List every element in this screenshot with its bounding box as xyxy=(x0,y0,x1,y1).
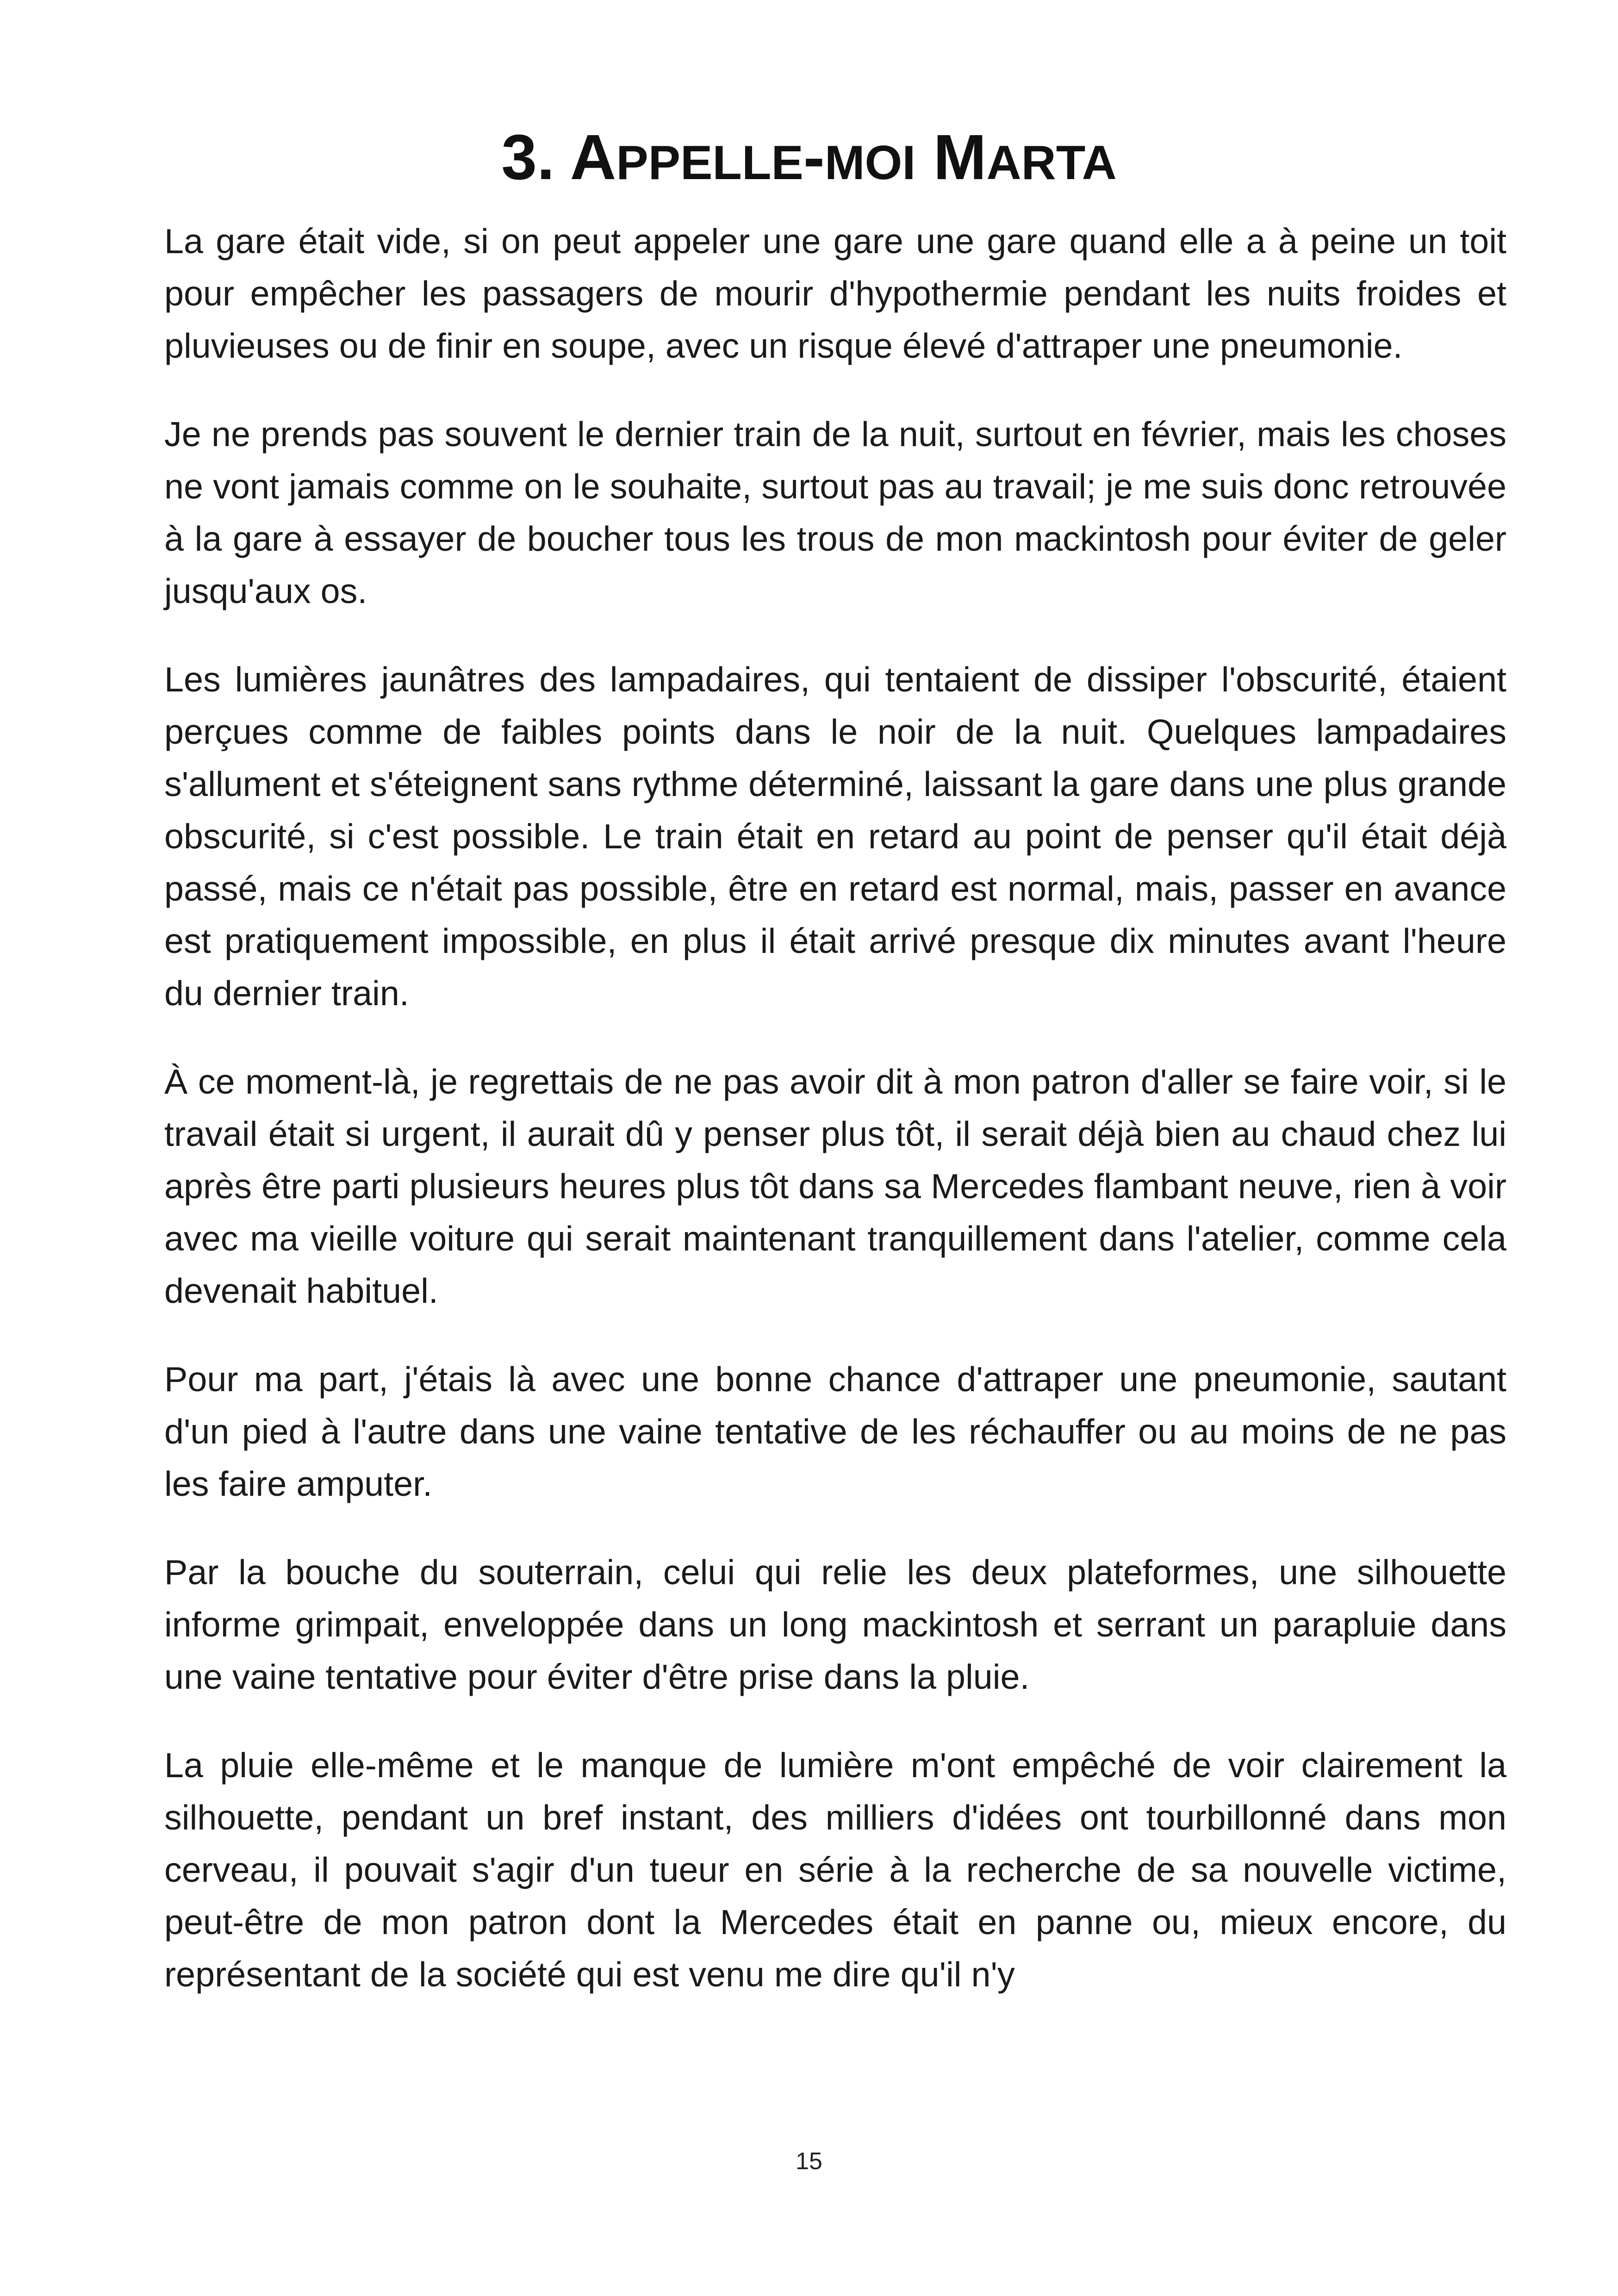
title-part: ARTA xyxy=(986,136,1117,190)
paragraph: La pluie elle-même et le manque de lumière m'ont empêché de voir clairement la silhouette, pendant un bref instant, des milliers d'idées ont tourbillonné dans mon cerveau, il pouvait s'agir d'un tueur en série à la recherche de sa nouvelle victime, peut-être de mon patron dont la Mercedes était en panne ou, mieux encore, du représentant de la société qui est venu me dire qu'il n'y xyxy=(164,1746,1506,1994)
chapter-title-text xyxy=(570,122,1117,193)
title-part: MOI xyxy=(824,136,916,190)
chapter-title xyxy=(0,116,1618,205)
chapter-number: 3. xyxy=(501,122,555,193)
title-part: PPELLE xyxy=(616,136,803,190)
title-part: A xyxy=(570,122,616,193)
page-number: 15 xyxy=(796,2148,822,2175)
paragraph: La gare était vide, si on peut appeler une gare une gare quand elle a à peine un toit pour empêcher les passagers de mourir d'hypothermie pendant les nuits froides et pluvieuses ou de finir en soupe, avec un risque élevé d'attraper une pneumonie. xyxy=(164,222,1506,365)
paragraph: Pour ma part, j'étais là avec une bonne chance d'attraper une pneumonie, sautant d'un pied à l'autre dans une vaine tentative de les réchauffer ou au moins de ne pas les faire amputer. xyxy=(164,1360,1506,1503)
paragraph: À ce moment-là, je regrettais de ne pas avoir dit à mon patron d'aller se faire voir, si le travail était si urgent, il aurait dû y penser plus tôt, il serait déjà bien au chaud chez lui après être parti plusieurs heures plus tôt dans sa Mercedes flambant neuve, rien à voir avec ma vieille voiture qui serait maintenant tranquillement dans l'atelier, comme cela devenait habituel. xyxy=(164,1062,1506,1310)
title-part: M xyxy=(915,122,987,193)
title-part: - xyxy=(803,122,825,193)
body-text xyxy=(164,215,1506,2037)
paragraph: Je ne prends pas souvent le dernier train de la nuit, surtout en février, mais les choses ne vont jamais comme on le souhaite, surtout pas au travail; je me suis donc retrouvée à la gare à essayer de boucher tous les trous de mon mackintosh pour éviter de geler jusqu'aux os. xyxy=(164,415,1506,610)
paragraph: Par la bouche du souterrain, celui qui relie les deux plateformes, une silhouette informe grimpait, enveloppée dans un long mackintosh et serrant un parapluie dans une vaine tentative pour éviter d'être prise dans la pluie. xyxy=(164,1553,1506,1696)
paragraph: Les lumières jaunâtres des lampadaires, qui tentaient de dissiper l'obscurité, étaient perçues comme de faibles points dans le noir de la nuit. Quelques lampadaires s'allument et s'éteignent sans rythme déterminé, laissant la gare dans une plus grande obscurité, si c'est possible. Le train était en retard au point de penser qu'il était déjà passé, mais ce n'était pas possible, être en retard est normal, mais, passer en avance est pratiquement impossible, en plus il était arrivé presque dix minutes avant l'heure du dernier train. xyxy=(164,660,1506,1013)
